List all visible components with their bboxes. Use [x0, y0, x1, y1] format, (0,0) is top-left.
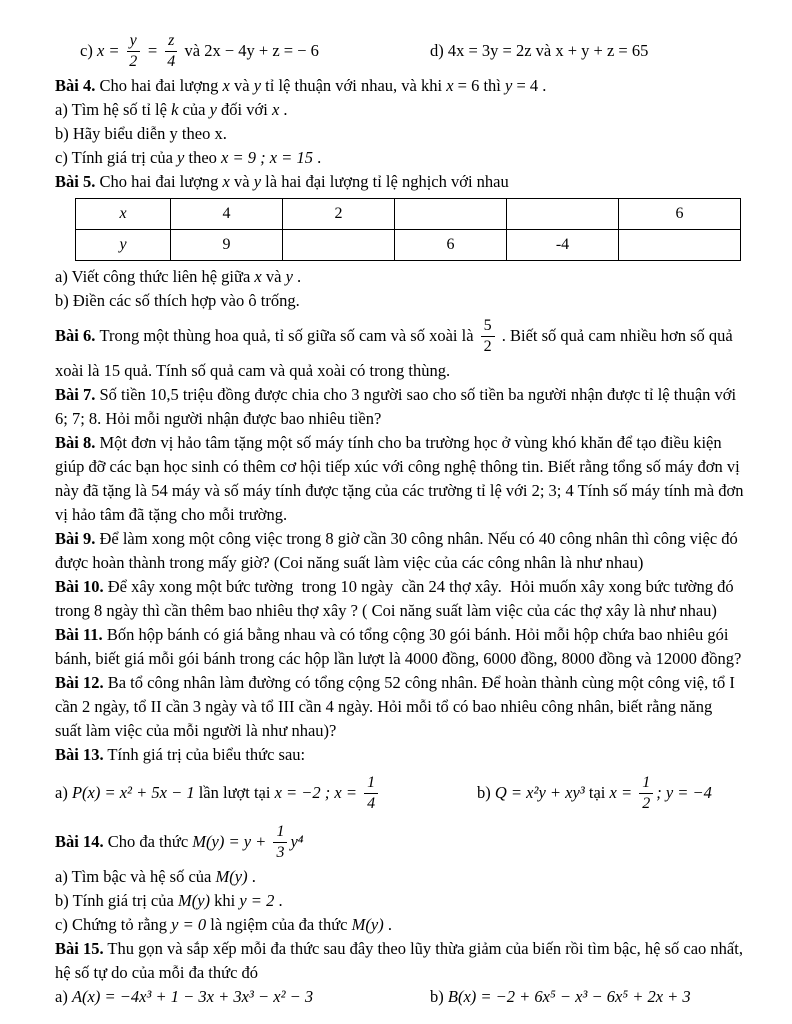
table-cell: -4: [507, 230, 619, 261]
exercise-label: Bài 5.: [55, 172, 96, 191]
text-segment: b) Hãy biểu diễn y theo x.: [55, 124, 227, 143]
exercise-8-line-4: [55, 503, 782, 527]
text-segment: Cho hai đai lượng: [95, 172, 223, 191]
text-segment: = 4 .: [512, 76, 547, 95]
math-var: y: [253, 172, 262, 191]
text-segment: 6; 7; 8. Hỏi mỗi người nhận được bao nhiêu tiền?: [55, 409, 382, 428]
text-segment: a) Tìm bậc và hệ số của: [55, 867, 216, 886]
text-segment: Một đơn vị hảo tâm tặng một số máy tính cho ba trường học ở vùng khó khăn để tạo điều kiện: [95, 433, 722, 452]
text-segment: đối với: [216, 100, 272, 119]
exercise-label: Bài 8.: [55, 433, 96, 452]
text-segment: Số tiền 10,5 triệu đồng được chia cho 3 người sao cho số tiền ba người nhận được tỉ lệ thuận với: [95, 385, 737, 404]
exercise-13-part-a: [55, 774, 477, 813]
exercise-label: Bài 14.: [55, 832, 104, 851]
text-segment: là ngiệm của đa thức: [206, 915, 352, 934]
text-segment: cần 2 ngày, tổ II cần 3 ngày và tổ III cần 4 ngày. Hỏi mỗi tổ có bao nhiêu công nhân, biết rằng năng: [55, 697, 713, 716]
fraction-denominator: 3: [276, 843, 285, 861]
table-cell: 6: [619, 199, 741, 230]
table-row-x: [76, 199, 741, 230]
math-expression: x = −2 ; x =: [274, 783, 362, 802]
table-row-y: [76, 230, 741, 261]
exercise-9-line-1: [55, 527, 782, 551]
part-label: a): [55, 987, 72, 1006]
fraction-numerator: 1: [273, 823, 287, 843]
table-cell: 9: [171, 230, 283, 261]
math-expression: B(x) = −2 + 6x⁵ − x³ − 6x⁵ + 2x + 3: [447, 987, 691, 1006]
math-var: x: [222, 76, 230, 95]
text-segment: a) Tìm hệ số tỉ lệ: [55, 100, 172, 119]
option-d: d) 4x = 3y = 2z và x + y + z = 65: [430, 41, 649, 60]
option-c: [55, 32, 430, 71]
math-expression: x = 9 ; x = 15: [221, 148, 313, 167]
text-segment: xoài là 15 quả. Tính số quả cam và quả xoài có trong thùng.: [55, 361, 451, 380]
fraction-1-4: [364, 774, 378, 813]
text-segment: .: [247, 867, 256, 886]
fraction-denominator: 2: [129, 52, 138, 70]
fraction-z-4: [165, 32, 177, 71]
exercise-15-part-a: [55, 985, 430, 1009]
exercise-8-line-1: [55, 431, 782, 455]
exercise-label: Bài 7.: [55, 385, 96, 404]
exercise-15-line-2: [55, 961, 782, 985]
exercise-4-heading: [55, 74, 782, 98]
text-segment: của: [178, 100, 210, 119]
exercise-label: Bài 12.: [55, 673, 104, 692]
exercise-14-part-a: [55, 865, 782, 889]
text-segment: và: [261, 267, 286, 286]
text-segment: = 6 thì: [453, 76, 505, 95]
table-cell: [619, 230, 741, 261]
table-cell: 2: [283, 199, 395, 230]
text-segment: tại: [584, 783, 610, 802]
text-segment: theo: [184, 148, 222, 167]
table-cell: x: [76, 199, 171, 230]
math-expression: P(x) = x² + 5x − 1: [71, 783, 195, 802]
table-cell: y: [76, 230, 171, 261]
math-var: x: [222, 172, 230, 191]
exercise-label: Bài 15.: [55, 939, 104, 958]
text-segment: . Biết số quả cam nhiều hơn số quả: [497, 326, 733, 345]
fraction-numerator: 1: [364, 774, 378, 794]
exercise-14-part-c: [55, 913, 782, 937]
fraction-numerator: 5: [481, 317, 495, 337]
exercise-5-part-b: [55, 289, 782, 313]
table-cell: [283, 230, 395, 261]
text-segment: Để xây xong một bức tường trong 10 ngày cần 24 thợ xây. Hỏi muốn xây xong bức tường đó: [103, 577, 734, 596]
exercise-label: Bài 10.: [55, 577, 104, 596]
text-segment: và: [229, 172, 254, 191]
text-segment: .: [383, 915, 392, 934]
fraction-y-2: [127, 32, 140, 71]
fraction-denominator: 4: [167, 52, 176, 70]
math-expression: M(y): [351, 915, 384, 934]
part-label: b): [477, 783, 495, 802]
table-cell: 6: [395, 230, 507, 261]
math-var: x: [271, 100, 280, 119]
text-segment: hệ số tự do của mỗi đa thức đó: [55, 963, 259, 982]
exercise-15-part-b: [430, 985, 691, 1009]
option-c-label: c): [80, 41, 97, 60]
exercise-13-part-b: [477, 774, 712, 813]
exercise-11-line-1: [55, 623, 782, 647]
exercise-15-parts-row: [55, 985, 782, 1009]
exercise-12-line-2: [55, 695, 782, 719]
exercise-12-line-1: [55, 671, 782, 695]
math-expression: Q = x²y + xy³: [494, 783, 585, 802]
exercise-8-line-2: [55, 455, 782, 479]
text-segment: trong 8 ngày thì cần thêm bao nhiêu thợ xây ? ( Coi năng suất làm việc của các thợ xây là như nhau): [55, 601, 717, 620]
text-segment: Trong một thùng hoa quả, tỉ số giữa số cam và số xoài là: [95, 326, 478, 345]
math-expression: và 2x − 4y + z = − 6: [180, 41, 319, 60]
table-cell: 4: [171, 199, 283, 230]
text-segment: tỉ lệ thuận với nhau, và khi: [261, 76, 447, 95]
text-segment: b) Điền các số thích hợp vào ô trống.: [55, 291, 300, 310]
math-expression: y = 0: [171, 915, 207, 934]
exercise-14-part-b: [55, 889, 782, 913]
exercise-4-part-b: [55, 122, 782, 146]
math-expression: y⁴: [290, 832, 304, 851]
math-var: k: [171, 100, 179, 119]
exercise-7-line-1: [55, 383, 782, 407]
math-var: y: [253, 76, 262, 95]
fraction-denominator: 2: [642, 794, 651, 812]
text-segment: .: [312, 148, 322, 167]
math-expression: x =: [609, 783, 637, 802]
fraction-5-2: [481, 317, 495, 356]
exercise-5-heading: [55, 170, 782, 194]
math-var: y: [285, 267, 293, 286]
exercise-6-line-1: [55, 313, 782, 359]
math-var: x: [254, 267, 262, 286]
text-segment: được hoàn thành trong mấy giờ? (Coi năng suất làm việc của các công nhân là như nhau): [55, 553, 644, 572]
exercise-6-line-2: [55, 359, 782, 383]
text-segment: và: [229, 76, 254, 95]
math-expression: M(y): [215, 867, 248, 886]
math-var: y: [209, 100, 217, 119]
table-cell: [395, 199, 507, 230]
text-segment: vị hảo tâm đã tặng cho mỗi trường.: [55, 505, 288, 524]
exercise-13-heading: [55, 743, 782, 767]
fraction-denominator: 2: [483, 337, 492, 355]
text-segment: a) Viết công thức liên hệ giữa: [55, 267, 255, 286]
text-segment: .: [292, 267, 302, 286]
exercise-15-line-1: [55, 937, 782, 961]
exercise-8-line-3: [55, 479, 782, 503]
exercise-12-line-3: [55, 719, 782, 743]
fraction-numerator: 1: [639, 774, 653, 794]
exercise-5-part-a: [55, 265, 782, 289]
exercise-11-line-2: [55, 647, 782, 671]
text-segment: khi: [210, 891, 240, 910]
fraction-denominator: 4: [367, 794, 376, 812]
table-cell: [507, 199, 619, 230]
text-segment: giúp đỡ các bạn học sinh có thêm cơ hội tiếp xúc với công nghệ thông tin. Biết rằng tổng số máy đơn vị: [55, 457, 740, 476]
math-var: x: [446, 76, 454, 95]
exercise-5-value-table: [75, 198, 741, 261]
exercise-label: Bài 13.: [55, 745, 104, 764]
exercise-label: Bài 11.: [55, 625, 103, 644]
part-label: a): [55, 783, 72, 802]
text-segment: Cho đa thức: [103, 832, 193, 851]
exercise-13-parts-row: [55, 767, 782, 819]
math-var: y: [505, 76, 513, 95]
exercise-4-part-c: [55, 146, 782, 170]
exercise-label: Bài 6.: [55, 326, 96, 345]
text-segment: suất làm việc của mỗi người là như nhau)?: [55, 721, 337, 740]
options-cd-row: [55, 28, 782, 74]
part-label: b): [430, 987, 448, 1006]
math-var: y: [177, 148, 185, 167]
math-expression: M(y): [177, 891, 211, 910]
exercise-10-line-1: [55, 575, 782, 599]
text-segment: là hai đại lượng tỉ lệ nghịch với nhau: [261, 172, 509, 191]
text-segment: Tính giá trị của biểu thức sau:: [103, 745, 306, 764]
text-segment: b) Tính giá trị của: [55, 891, 178, 910]
text-segment: Ba tổ công nhân làm đường có tổng cộng 52 công nhân. Để hoàn thành cùng một công việ, tổ I: [103, 673, 735, 692]
fraction-numerator: y: [127, 32, 140, 52]
text-segment: .: [274, 891, 283, 910]
text-segment: này đã tặng là 54 máy và số máy tính được tặng của các trường tỉ lệ với 2; 3; 4 Tính số máy tính mà đơn: [55, 481, 744, 500]
math-expression: =: [142, 41, 163, 60]
exercise-9-line-2: [55, 551, 782, 575]
exercise-14-heading: [55, 819, 782, 865]
text-segment: c) Chứng tỏ rằng: [55, 915, 172, 934]
exercise-label: Bài 4.: [55, 76, 96, 95]
math-expression: ; y = −4: [656, 783, 712, 802]
text-segment: Thu gọn và sắp xếp mỗi đa thức sau đây theo lũy thừa giảm của biến rồi tìm bậc, hệ số cao nhất,: [103, 939, 743, 958]
exercise-label: Bài 9.: [55, 529, 96, 548]
fraction-numerator: z: [165, 32, 177, 52]
exercise-7-line-2: [55, 407, 782, 431]
text-segment: c) Tính giá trị của: [55, 148, 178, 167]
text-segment: Để làm xong một công việc trong 8 giờ cần 30 công nhân. Nếu có 40 công nhân thì công việc đó: [95, 529, 738, 548]
exercise-4-part-a: [55, 98, 782, 122]
text-segment: lần lượt tại: [194, 783, 275, 802]
math-expression: y = 2: [239, 891, 275, 910]
fraction-1-2: [639, 774, 653, 813]
text-segment: Bốn hộp bánh có giá bằng nhau và có tổng cộng 30 gói bánh. Hỏi mỗi hộp chứa bao nhiêu gói: [102, 625, 729, 644]
text-segment: bánh, biết giá mỗi gói bánh trong các hộp lần lượt là 4000 đồng, 6000 đồng, 8000 đồng và 12000 đồng?: [55, 649, 742, 668]
text-segment: Cho hai đai lượng: [95, 76, 223, 95]
math-expression: x =: [96, 41, 124, 60]
text-segment: .: [279, 100, 288, 119]
exercise-10-line-2: [55, 599, 782, 623]
fraction-1-3: [273, 823, 287, 862]
math-expression: A(x) = −4x³ + 1 − 3x + 3x³ − x² − 3: [71, 987, 314, 1006]
math-expression: M(y) = y +: [192, 832, 271, 851]
